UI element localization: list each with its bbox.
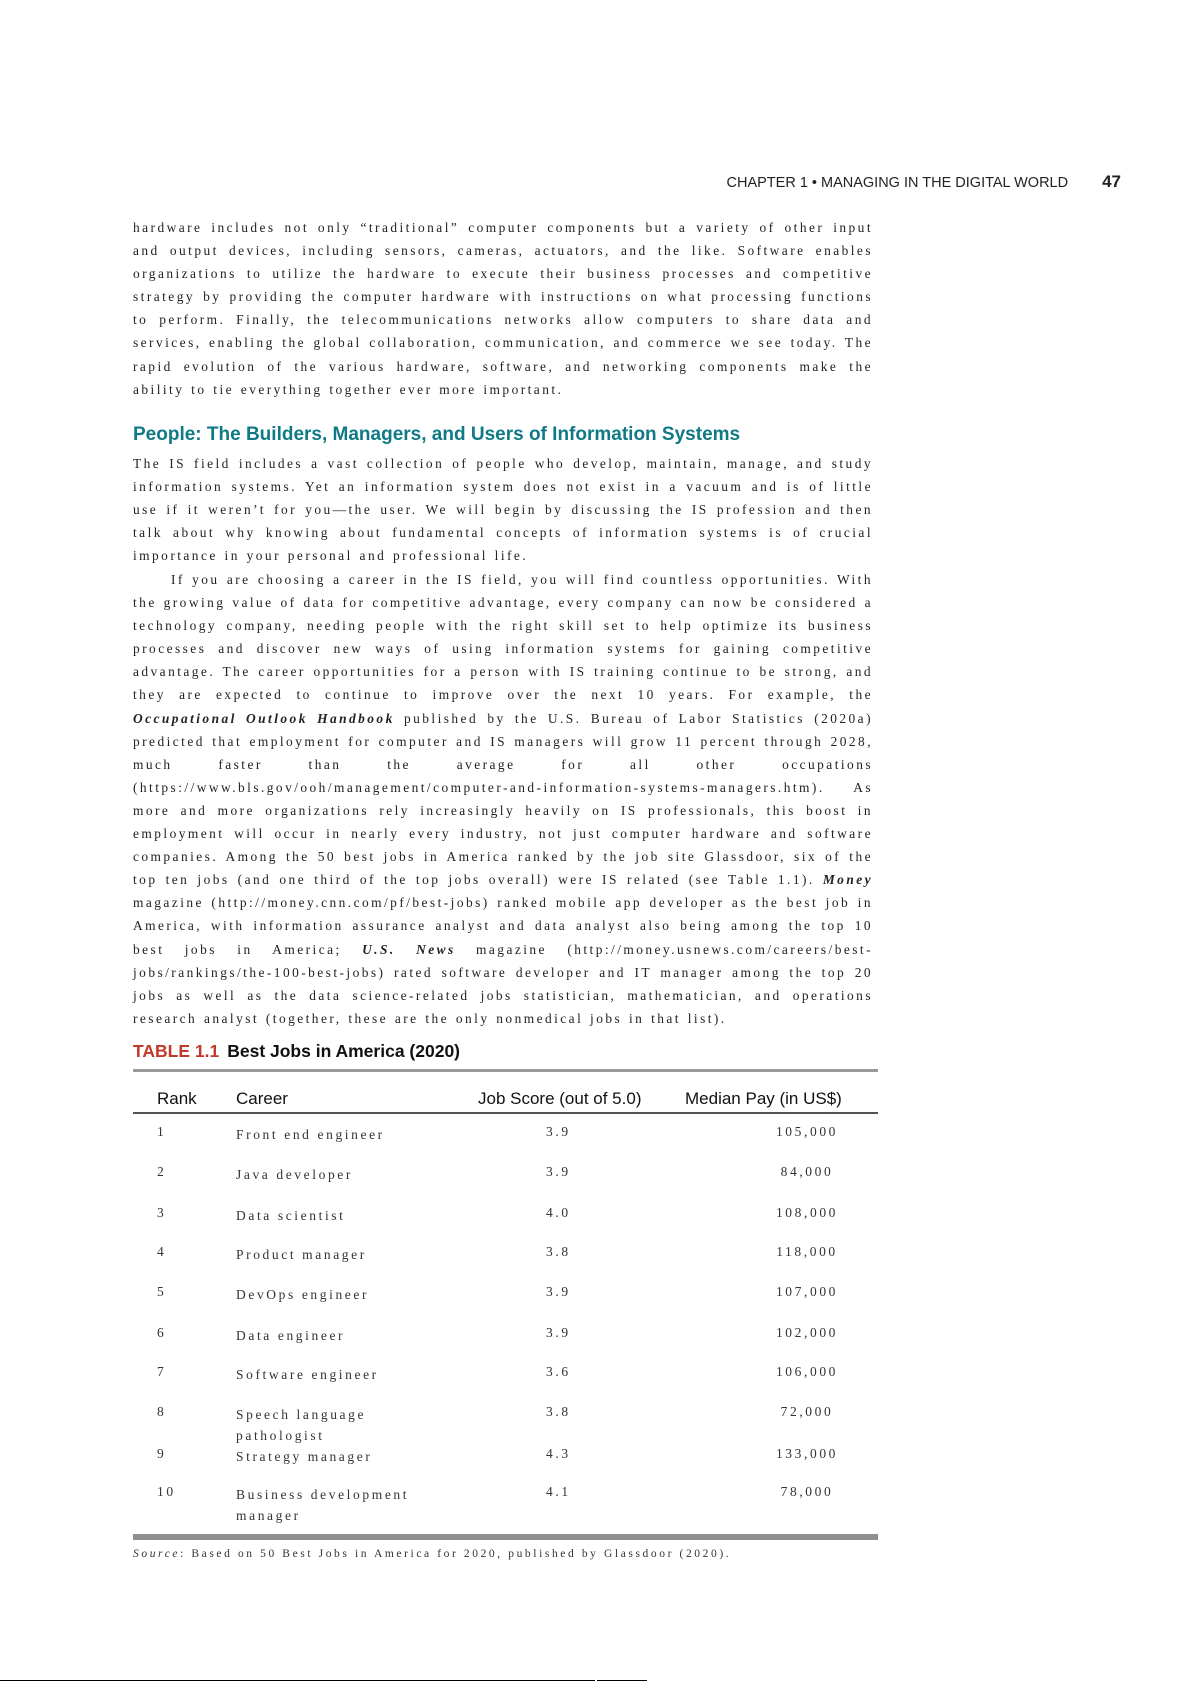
- paragraph-text: hardware includes not only “traditional” computer components but a variety of other input and output devices, including sensors, cameras, actuators, and the like. Software enables organizations to utilize the hardware to execute their business processes and competitive strategy by providing the computer hardware with instructions on what processing functions to perform. Finally, the telecommunications networks allow computers to share data and services, enabling the global collaboration, communication, and commerce we see today. The rapid evolution of the various hardware, software, and networking components make the ability to tie everything together ever more important.: [133, 220, 873, 397]
- text-run: magazine (http://money.cnn.com/pf/best-jobs) ranked mobile app developer as the best job in America, with information assurance analyst and data analyst also being among the top 10 best jobs in America;: [133, 895, 873, 957]
- cell-pay: 107,000: [775, 1284, 839, 1299]
- table-source-note: [133, 1548, 731, 1560]
- cell-rank: 10: [157, 1484, 176, 1499]
- cell-pay: 133,000: [775, 1446, 839, 1461]
- table-row: [133, 1484, 878, 1528]
- cell-pay: 106,000: [775, 1364, 839, 1379]
- paragraph-hardware: [133, 216, 873, 401]
- cell-pay: 78,000: [780, 1484, 834, 1499]
- cell-career: Data scientist: [236, 1208, 346, 1223]
- text-run: magazine (http://money.usnews.com/careers/best-jobs/rankings/the-100-best-jobs) rated software developer and IT manager among the top 20 jobs as well as the data science-related jobs statistician, mathematician, and operations research analyst (together, these are the only nonmedical jobs in that list).: [133, 941, 874, 1026]
- page-bottom-rule: [0, 1680, 595, 1681]
- cell-rank: 3: [157, 1205, 167, 1220]
- table-title: Best Jobs in America (2020): [227, 1041, 460, 1061]
- cell-rank: 6: [157, 1325, 167, 1340]
- chapter-title: CHAPTER 1 • MANAGING IN THE DIGITAL WORLD: [726, 175, 1069, 191]
- table-row: [133, 1284, 878, 1314]
- cell-career: Product manager: [236, 1247, 367, 1262]
- cell-career: Speech language pathologist: [236, 1407, 367, 1443]
- cell-rank: 1: [157, 1124, 167, 1139]
- table-header-rule: [133, 1112, 878, 1114]
- cell-pay: 72,000: [780, 1404, 834, 1419]
- cell-score: 3.9: [546, 1164, 571, 1179]
- header-score: Job Score (out of 5.0): [478, 1089, 642, 1108]
- section-heading: People: The Builders, Managers, and Users of Information Systems: [133, 424, 741, 445]
- cell-pay: 108,000: [775, 1205, 839, 1220]
- cell-career: Strategy manager: [236, 1449, 373, 1464]
- cell-pay: 102,000: [775, 1325, 839, 1340]
- table-row: [133, 1364, 878, 1394]
- cell-score: 3.9: [546, 1124, 571, 1139]
- cell-career: Software engineer: [236, 1367, 379, 1382]
- cell-rank: 2: [157, 1164, 167, 1179]
- table-caption: [133, 1041, 460, 1062]
- table-row: [133, 1325, 878, 1355]
- cell-score: 3.9: [546, 1284, 571, 1299]
- cell-score: 4.0: [546, 1205, 571, 1220]
- table-row: [133, 1205, 878, 1235]
- cell-career: Data engineer: [236, 1328, 346, 1343]
- book-title: Occupational Outlook Handbook: [133, 710, 395, 726]
- cell-score: 4.1: [546, 1484, 571, 1499]
- paragraph-people: [133, 452, 873, 567]
- header-pay: Median Pay (in US$): [685, 1089, 842, 1108]
- magazine-title: Money: [822, 872, 873, 888]
- table-bottom-rule: [133, 1534, 878, 1540]
- cell-score: 3.8: [546, 1244, 571, 1259]
- cell-career: DevOps engineer: [236, 1287, 370, 1302]
- cell-career: Business development manager: [236, 1487, 410, 1523]
- paragraph-careers: [133, 568, 873, 1030]
- source-text: : Based on 50 Best Jobs in America for 2020, published by Glassdoor (2020).: [180, 1548, 732, 1560]
- table-number: TABLE 1.1: [133, 1041, 220, 1061]
- table-row: [133, 1404, 878, 1443]
- cell-score: 3.8: [546, 1404, 571, 1419]
- header-rank: Rank: [157, 1089, 197, 1108]
- cell-rank: 5: [157, 1284, 167, 1299]
- cell-rank: 7: [157, 1364, 167, 1379]
- magazine-title: U.S. News: [362, 941, 456, 957]
- cell-rank: 8: [157, 1404, 167, 1419]
- table-row: [133, 1446, 878, 1476]
- cell-career: Front end engineer: [236, 1127, 385, 1142]
- text-run: published by the U.S. Bureau of Labor Statistics (2020a) predicted that employment for computer and IS managers will grow 11 percent through 2028, much faster than the average for all other occupations (https://www.bls.gov/ooh/management/computer-and-information-systems-managers.htm). As more and more organizations rely increasingly heavily on IS professionals, this boost in employment will occur in nearly every industry, not just computer hardware and software companies. Among the 50 best jobs in America ranked by the job site Glassdoor, six of the top ten jobs (and one third of the top jobs overall) were IS related (see Table 1.1).: [133, 710, 873, 888]
- running-header: [0, 172, 1121, 192]
- table-row: [133, 1244, 878, 1274]
- table-row: [133, 1124, 878, 1154]
- cell-pay: 118,000: [776, 1244, 838, 1259]
- cell-career: Java developer: [236, 1167, 353, 1182]
- cell-pay: 105,000: [775, 1124, 839, 1139]
- page-bottom-rule: [597, 1680, 647, 1681]
- header-career: Career: [236, 1089, 288, 1108]
- cell-score: 3.9: [546, 1325, 571, 1340]
- page-number: 47: [1102, 172, 1121, 191]
- table-top-rule: [133, 1069, 878, 1072]
- paragraph-text: The IS field includes a vast collection of people who develop, maintain, manage, and study information systems. Yet an information system does not exist in a vacuum and is of little use if it weren’t for you—the user. We will begin by discussing the IS profession and then talk about why knowing about fundamental concepts of information systems is of crucial importance in your personal and professional life.: [133, 456, 873, 564]
- source-label: Source: [133, 1548, 181, 1560]
- cell-score: 3.6: [546, 1364, 571, 1379]
- cell-score: 4.3: [546, 1446, 571, 1461]
- paragraph-text: [133, 568, 873, 1030]
- text-run: If you are choosing a career in the IS field, you will find countless opportunities. With the growing value of data for competitive advantage, every company can now be considered a technology company, needing people with the right skill set to help optimize its business processes and discover new ways of using information systems for gaining competitive advantage. The career opportunities for a person with IS training continue to be strong, and they are expected to continue to improve over the next 10 years. For example, the: [133, 572, 873, 703]
- cell-pay: 84,000: [780, 1164, 834, 1179]
- cell-rank: 9: [157, 1446, 167, 1461]
- cell-rank: 4: [157, 1244, 167, 1259]
- table-row: [133, 1164, 878, 1194]
